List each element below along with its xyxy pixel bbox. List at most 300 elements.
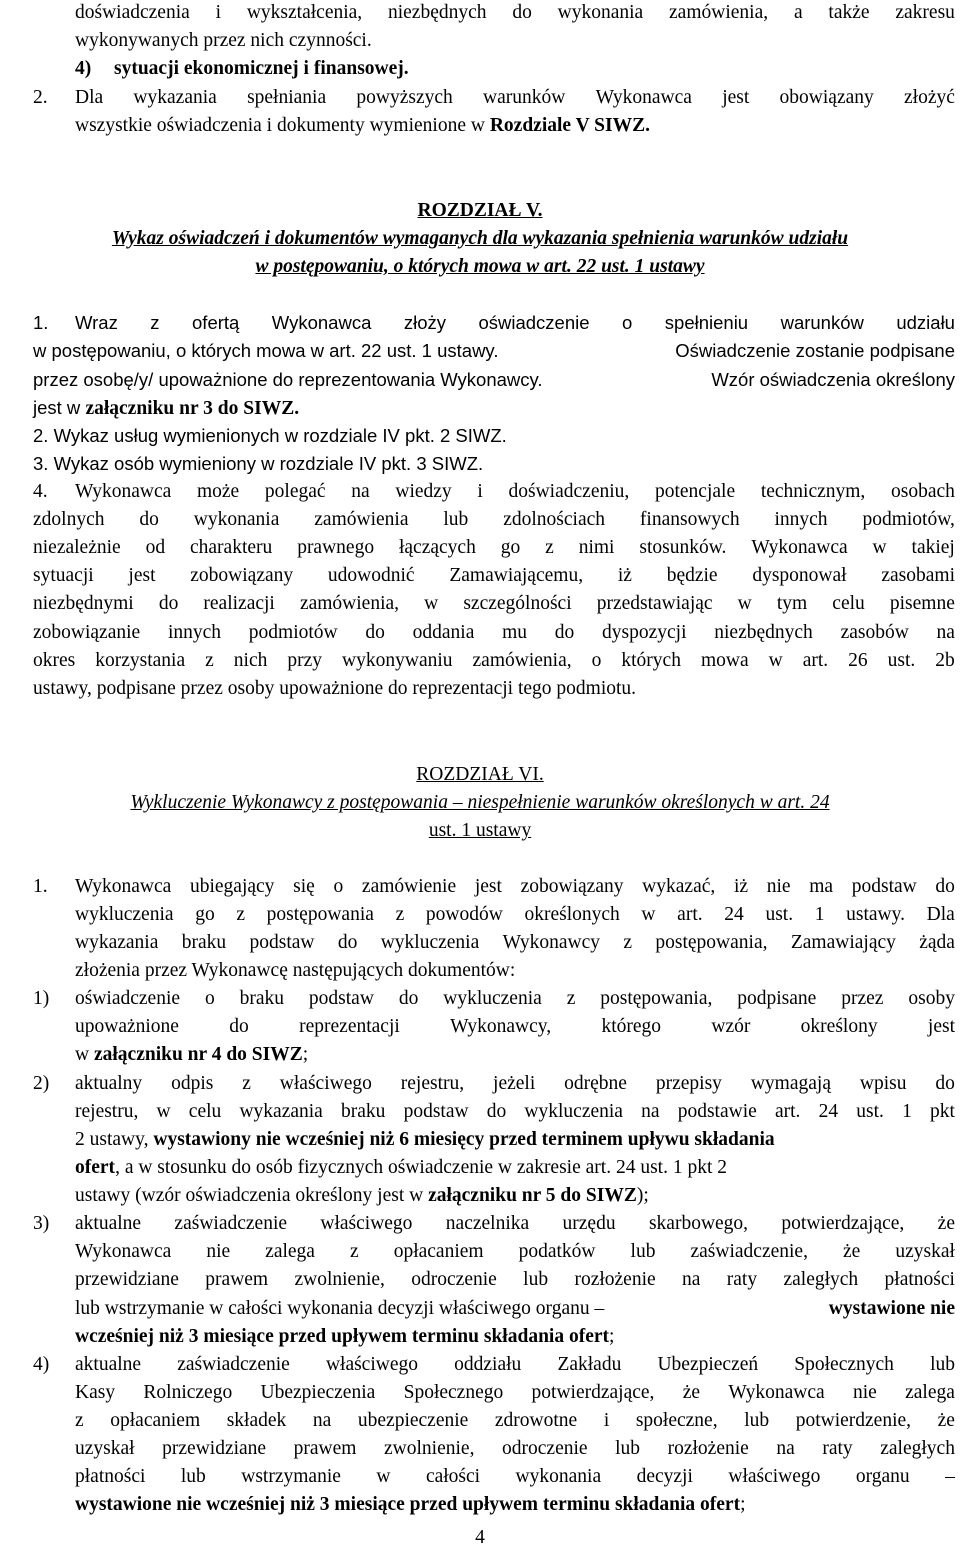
word: do xyxy=(229,1016,249,1037)
word: ofertą xyxy=(192,312,240,333)
word: zamówienia, xyxy=(669,2,769,23)
word: niezbędnych xyxy=(714,622,813,643)
word: 1 xyxy=(902,1101,912,1122)
word: wykluczenia xyxy=(524,1101,623,1122)
word: raty xyxy=(822,1438,853,1459)
word: i xyxy=(215,2,222,23)
word: w xyxy=(424,593,439,614)
word: realizacji xyxy=(203,593,275,614)
list-number: 1) xyxy=(33,988,50,1009)
word: do xyxy=(398,988,419,1009)
word: okres xyxy=(33,650,76,671)
word: zwolnienie, xyxy=(384,1438,475,1459)
word: powodów xyxy=(425,904,503,925)
word: płatności xyxy=(884,1269,955,1290)
word: go xyxy=(500,537,521,558)
word: podstaw xyxy=(249,932,315,953)
word: w xyxy=(872,537,887,558)
text-line xyxy=(75,112,650,140)
word: osoby xyxy=(908,988,955,1009)
text-line xyxy=(75,1070,955,1098)
word: prawem xyxy=(293,1438,357,1459)
text-line xyxy=(75,985,955,1013)
text-line xyxy=(75,1379,955,1407)
word: zamówienia, xyxy=(299,593,400,614)
text-line: sytuacji ekonomicznej i finansowej. xyxy=(114,58,409,79)
word: oświadczenie xyxy=(478,312,590,333)
text-line xyxy=(75,1491,746,1519)
word: Wykonawca xyxy=(595,87,692,108)
word: uzyskał xyxy=(75,1438,135,1459)
word: postępowania, xyxy=(600,988,713,1009)
text-line xyxy=(33,590,955,618)
list-number: 4) xyxy=(33,1354,50,1375)
word: całości xyxy=(425,1466,481,1487)
word: podstawie xyxy=(677,1101,757,1122)
word: z xyxy=(566,988,576,1009)
word: Wykonawca xyxy=(75,1241,172,1262)
text-run: , a w stosunku do osób fizycznych oświadczenie w zakresie art. 24 ust. 1 pkt 2 xyxy=(115,1157,727,1178)
word: z xyxy=(242,1073,251,1094)
word: 1 xyxy=(814,904,825,925)
word: Dla xyxy=(926,904,955,925)
word: ubiegający xyxy=(189,876,275,897)
word: oddziału xyxy=(454,1354,522,1375)
text-run: Oświadczenie zostanie podpisane xyxy=(675,340,955,361)
chapter-subtitle: Wykaz oświadczeń i dokumentów wymaganych dla wykazania spełnienia warunków udziału xyxy=(111,228,849,249)
word: wymagają xyxy=(750,1073,831,1094)
word: Dla xyxy=(75,87,104,108)
word: naczelnika xyxy=(445,1213,530,1234)
word: rejestru, xyxy=(400,1073,465,1094)
word: opłacaniem xyxy=(393,1241,484,1262)
word: iż xyxy=(733,876,749,897)
word: pisemne xyxy=(889,593,955,614)
word: spełniania xyxy=(247,87,327,108)
text-line: złożenia przez Wykonawcę następujących dokumentów: xyxy=(75,960,516,981)
text-line xyxy=(75,901,955,929)
word: i xyxy=(603,1410,610,1431)
word: dyspozycji xyxy=(602,622,687,643)
word: podpisane xyxy=(737,988,817,1009)
word: na xyxy=(776,1438,795,1459)
word: przy xyxy=(287,650,323,671)
word: art. xyxy=(802,650,829,671)
word: do xyxy=(935,876,955,897)
word: wykazania xyxy=(239,1101,323,1122)
word: odroczenie xyxy=(502,1438,588,1459)
word: urzędu xyxy=(562,1213,616,1234)
word: nich xyxy=(233,650,268,671)
word: rozłożenie xyxy=(574,1269,656,1290)
word: Ubezpieczeń xyxy=(657,1354,759,1375)
word: właściwego xyxy=(320,1213,413,1234)
word: od xyxy=(145,537,166,558)
word: właściwego xyxy=(728,1466,821,1487)
word: zamówienia xyxy=(314,509,409,530)
text-run: 2 ustawy, xyxy=(75,1129,154,1150)
text-line xyxy=(33,619,955,647)
text-run: ); xyxy=(636,1185,649,1206)
chapter-subtitle: Wykluczenie Wykonawcy z postępowania – niespełnienie warunków określonych w art. 24 xyxy=(130,792,830,813)
word: podmiotów xyxy=(248,622,338,643)
word: lub xyxy=(744,1410,770,1431)
word: zdolnych xyxy=(33,509,105,530)
word: w xyxy=(376,1466,391,1487)
word: do xyxy=(139,509,159,530)
word: niezbędnych xyxy=(387,2,487,23)
text-line xyxy=(75,309,955,337)
word: mowa xyxy=(700,650,749,671)
word: przez xyxy=(841,988,884,1009)
word: aktualny xyxy=(75,1073,143,1094)
word: raty xyxy=(726,1269,758,1290)
text-line xyxy=(75,1266,955,1294)
text-run: wszystkie oświadczenia i dokumenty wymienione w xyxy=(75,115,490,136)
word: jest xyxy=(722,87,750,108)
text-run: ustawy (wzór oświadczenia określony jest w xyxy=(75,1185,429,1206)
text-line xyxy=(75,1210,955,1238)
word: w xyxy=(768,650,783,671)
word: przewidziane xyxy=(75,1269,179,1290)
word: warunków xyxy=(780,312,864,333)
text-line xyxy=(33,366,955,394)
word: powyższych xyxy=(356,87,453,108)
word: wpisu xyxy=(859,1073,907,1094)
text-run: ; xyxy=(609,1326,615,1347)
word: Społecznych xyxy=(794,1354,894,1375)
word: którego xyxy=(601,1016,662,1037)
word: osobach xyxy=(891,481,955,502)
word: zdrowotne xyxy=(494,1410,578,1431)
list-number: 2) xyxy=(33,1073,50,1094)
page-number: 4 xyxy=(475,1527,485,1548)
word: wykazania xyxy=(133,87,217,108)
text-run-bold: ofert xyxy=(75,1157,116,1178)
word: o xyxy=(622,312,633,333)
text-run: Wzór oświadczenia określony xyxy=(711,369,955,390)
word: Ubezpieczenia xyxy=(260,1382,376,1403)
word: wykształcenia, xyxy=(246,2,363,23)
word: podatków xyxy=(518,1241,596,1262)
word: wstrzymanie xyxy=(241,1466,341,1487)
word: wykonania xyxy=(515,1466,602,1487)
text-line xyxy=(33,337,955,365)
text-line xyxy=(75,1013,955,1041)
word: będzie xyxy=(666,565,718,586)
text-line: 2. Wykaz usług wymienionych w rozdziale IV pkt. 2 SIWZ. xyxy=(33,425,507,446)
word: 2b xyxy=(935,650,955,671)
word: w xyxy=(156,1101,171,1122)
word: a xyxy=(793,2,803,23)
word: złoży xyxy=(403,312,446,333)
word: nie xyxy=(766,876,791,897)
word: 24 xyxy=(724,904,744,925)
word: składek xyxy=(226,1410,287,1431)
word: podstaw xyxy=(851,876,917,897)
word: wykonywaniu xyxy=(342,650,453,671)
word: braku xyxy=(181,932,227,953)
word: właściwego xyxy=(325,1354,418,1375)
chapter-heading: ROZDZIAŁ VI. xyxy=(416,764,544,785)
word: złożyć xyxy=(904,87,955,108)
word: wykazać, xyxy=(642,876,716,897)
text-run: lub wstrzymanie w całości wykonania decyzji właściwego organu – xyxy=(75,1298,605,1319)
word: jeżeli xyxy=(493,1073,536,1094)
word: takiej xyxy=(911,537,955,558)
word: żąda xyxy=(919,932,955,953)
word: w xyxy=(737,593,752,614)
word: płatności xyxy=(75,1466,146,1487)
word: Kasy xyxy=(75,1382,116,1403)
word: zalega xyxy=(905,1382,955,1403)
word: reprezentacji xyxy=(299,1016,400,1037)
word: z xyxy=(395,904,405,925)
text-run-bold: wystawione nie xyxy=(828,1298,955,1319)
text-line xyxy=(33,506,955,534)
text-run: w postępowaniu, o których mowa w art. 22 ust. 1 ustawy. xyxy=(33,340,499,361)
word: Wykonawca xyxy=(728,1382,825,1403)
text-run: przez osobę/y/ upoważnione do reprezentowania Wykonawcy. xyxy=(33,369,543,390)
word: Rolniczego xyxy=(143,1382,233,1403)
word: na xyxy=(312,1410,332,1431)
word: Zakładu xyxy=(557,1354,622,1375)
text-line xyxy=(75,1126,775,1154)
word: braku xyxy=(341,1101,386,1122)
word: innych xyxy=(167,622,222,643)
word: wykonania xyxy=(193,509,280,530)
word: zamówienia, xyxy=(472,650,572,671)
text-run-bold: wcześniej niż 3 miesiące przed upływem terminu składania ofert xyxy=(75,1326,610,1347)
word: do xyxy=(365,622,385,643)
word: że xyxy=(937,1410,955,1431)
word: art. xyxy=(677,904,703,925)
word: Wykonawca xyxy=(75,876,172,897)
word: jest xyxy=(128,565,156,586)
word: z xyxy=(623,932,633,953)
word: rejestru, xyxy=(75,1101,139,1122)
word: z xyxy=(150,312,160,333)
word: go xyxy=(195,904,215,925)
word: o xyxy=(204,988,215,1009)
word: potwierdzające, xyxy=(781,1213,905,1234)
word: odroczenie xyxy=(411,1269,497,1290)
word: na xyxy=(682,1269,701,1290)
text-line xyxy=(75,478,955,506)
word: jest xyxy=(927,1016,955,1037)
word: na xyxy=(936,622,955,643)
text-line xyxy=(33,534,955,562)
word: ust. xyxy=(856,1101,884,1122)
word: zobowiązany xyxy=(520,876,624,897)
text-run: ; xyxy=(740,1494,746,1515)
word: wykluczenia xyxy=(443,988,542,1009)
word: także xyxy=(828,2,870,23)
word: innych xyxy=(774,509,828,530)
word: wykazania xyxy=(75,932,159,953)
word: zalega xyxy=(265,1241,315,1262)
text-line xyxy=(75,1463,955,1491)
word: decyzji xyxy=(636,1466,693,1487)
word: ma xyxy=(809,876,834,897)
word: zaświadczenie xyxy=(174,1213,288,1234)
word: Społecznego xyxy=(403,1382,504,1403)
word: – xyxy=(945,1466,955,1487)
word: Zamawiającemu, xyxy=(449,565,584,586)
text-line xyxy=(33,562,955,590)
text-line xyxy=(75,1041,308,1069)
word: charakteru xyxy=(190,537,273,558)
text-run: ; xyxy=(302,1044,309,1065)
word: postępowania xyxy=(266,904,374,925)
word: skarbowego, xyxy=(648,1213,749,1234)
text-line: wykonywanych przez nich czynności. xyxy=(75,30,372,51)
word: rozłożenie xyxy=(667,1438,749,1459)
text-run-bold: załączniku nr 4 do SIWZ xyxy=(93,1044,303,1065)
list-number: 4. xyxy=(33,481,48,502)
word: się xyxy=(293,876,315,897)
word: aktualne xyxy=(75,1213,142,1234)
word: do xyxy=(158,593,179,614)
word: art. xyxy=(774,1101,801,1122)
word: zamówienie xyxy=(361,876,457,897)
text-line xyxy=(33,394,299,422)
word: do xyxy=(512,2,532,23)
word: nimi xyxy=(578,537,615,558)
word: o xyxy=(333,876,344,897)
word: potwierdzające, xyxy=(531,1382,655,1403)
text-line xyxy=(33,647,955,675)
word: wzór xyxy=(711,1016,751,1037)
word: Zamawiający xyxy=(790,932,896,953)
word: potencjale xyxy=(654,481,736,502)
word: podmiotów, xyxy=(862,509,955,530)
word: z xyxy=(350,1241,359,1262)
word: łączących xyxy=(398,537,476,558)
word: prawnego xyxy=(297,537,375,558)
text-run: w xyxy=(75,1044,94,1065)
word: warunków xyxy=(483,87,566,108)
text-run-bold: załączniku nr 3 do SIWZ. xyxy=(85,398,300,419)
chapter-subtitle: ust. 1 ustawy xyxy=(428,820,532,841)
text-line xyxy=(75,1238,955,1266)
word: finansowych xyxy=(639,509,740,530)
word: niezbędnymi xyxy=(33,593,134,614)
word: wykluczenia xyxy=(75,904,174,925)
word: celu xyxy=(832,593,865,614)
word: ustawy. xyxy=(846,904,905,925)
word: uzyskał xyxy=(895,1241,955,1262)
word: Wykonawca xyxy=(75,481,172,502)
word: technicznym, xyxy=(760,481,866,502)
word: z xyxy=(545,537,554,558)
word: zakresu xyxy=(895,2,955,23)
word: na xyxy=(351,481,370,502)
text-run-bold: załączniku nr 5 do SIWZ xyxy=(428,1185,637,1206)
word: sytuacji xyxy=(33,565,94,586)
word: lub xyxy=(443,509,469,530)
word: zobowiązany xyxy=(190,565,294,586)
word: na xyxy=(641,1101,660,1122)
word: 26 xyxy=(848,650,868,671)
word: z xyxy=(205,650,214,671)
word: że xyxy=(682,1382,701,1403)
word: zasobami xyxy=(881,565,955,586)
word: dysponował xyxy=(752,565,847,586)
word: upoważnione xyxy=(75,1016,179,1037)
word: zasobów xyxy=(840,622,909,643)
word: aktualne xyxy=(75,1354,142,1375)
word: iż xyxy=(617,565,632,586)
word: ust. xyxy=(765,904,794,925)
word: może xyxy=(196,481,240,502)
word: podstaw xyxy=(308,988,374,1009)
list-number: 2. xyxy=(33,87,48,108)
word: właściwego xyxy=(279,1073,372,1094)
word: lub xyxy=(523,1269,549,1290)
word: udziału xyxy=(896,312,955,333)
word: że xyxy=(937,1213,955,1234)
text-line xyxy=(75,873,955,901)
word: w xyxy=(641,904,656,925)
word: Wraz xyxy=(75,312,118,333)
word: niezależnie xyxy=(33,537,121,558)
word: których xyxy=(621,650,681,671)
word: doświadczenia xyxy=(75,2,190,23)
word: przewidziane xyxy=(162,1438,267,1459)
text-line xyxy=(75,1098,955,1126)
word: o xyxy=(591,650,602,671)
chapter-subtitle: w postępowaniu, o których mowa w art. 22 ust. 1 ustawy xyxy=(255,256,705,277)
word: społeczne, xyxy=(635,1410,718,1431)
word: do xyxy=(337,932,358,953)
word: nie xyxy=(206,1241,231,1262)
word: mu xyxy=(502,622,528,643)
word: Wykonawca xyxy=(751,537,848,558)
word: tym xyxy=(776,593,808,614)
chapter-heading: ROZDZIAŁ V. xyxy=(417,200,543,221)
word: lub xyxy=(180,1466,206,1487)
word: z xyxy=(75,1410,84,1431)
text-line: ustawy, podpisane przez osoby upoważnione do reprezentacji tego podmiotu. xyxy=(33,678,637,699)
word: określony xyxy=(800,1016,878,1037)
text-line xyxy=(75,1154,727,1182)
word: prawem xyxy=(205,1269,269,1290)
word: i xyxy=(477,481,483,502)
text-line xyxy=(75,1351,955,1379)
word: przedstawiając xyxy=(596,593,713,614)
word: udowodnić xyxy=(327,565,415,586)
list-number: 1. xyxy=(33,312,49,333)
word: obowiązany xyxy=(779,87,874,108)
word: do xyxy=(486,1101,507,1122)
word: wykonania xyxy=(557,2,644,23)
text-run: jest w xyxy=(33,397,86,418)
word: ubezpieczenie xyxy=(357,1410,469,1431)
text-run-bold: Rozdziale V SIWZ. xyxy=(489,115,650,136)
word: wiedzy xyxy=(395,481,452,502)
text-line xyxy=(75,1407,955,1435)
text-line xyxy=(75,1323,614,1351)
word: opłacaniem xyxy=(110,1410,201,1431)
word: 24 xyxy=(818,1101,839,1122)
word: doświadczeniu, xyxy=(508,481,630,502)
word: zaświadczenie xyxy=(177,1354,290,1375)
list-number: 1. xyxy=(33,876,48,897)
word: zobowiązanie xyxy=(33,622,141,643)
word: do xyxy=(935,1073,955,1094)
word: przepisy xyxy=(655,1073,722,1094)
